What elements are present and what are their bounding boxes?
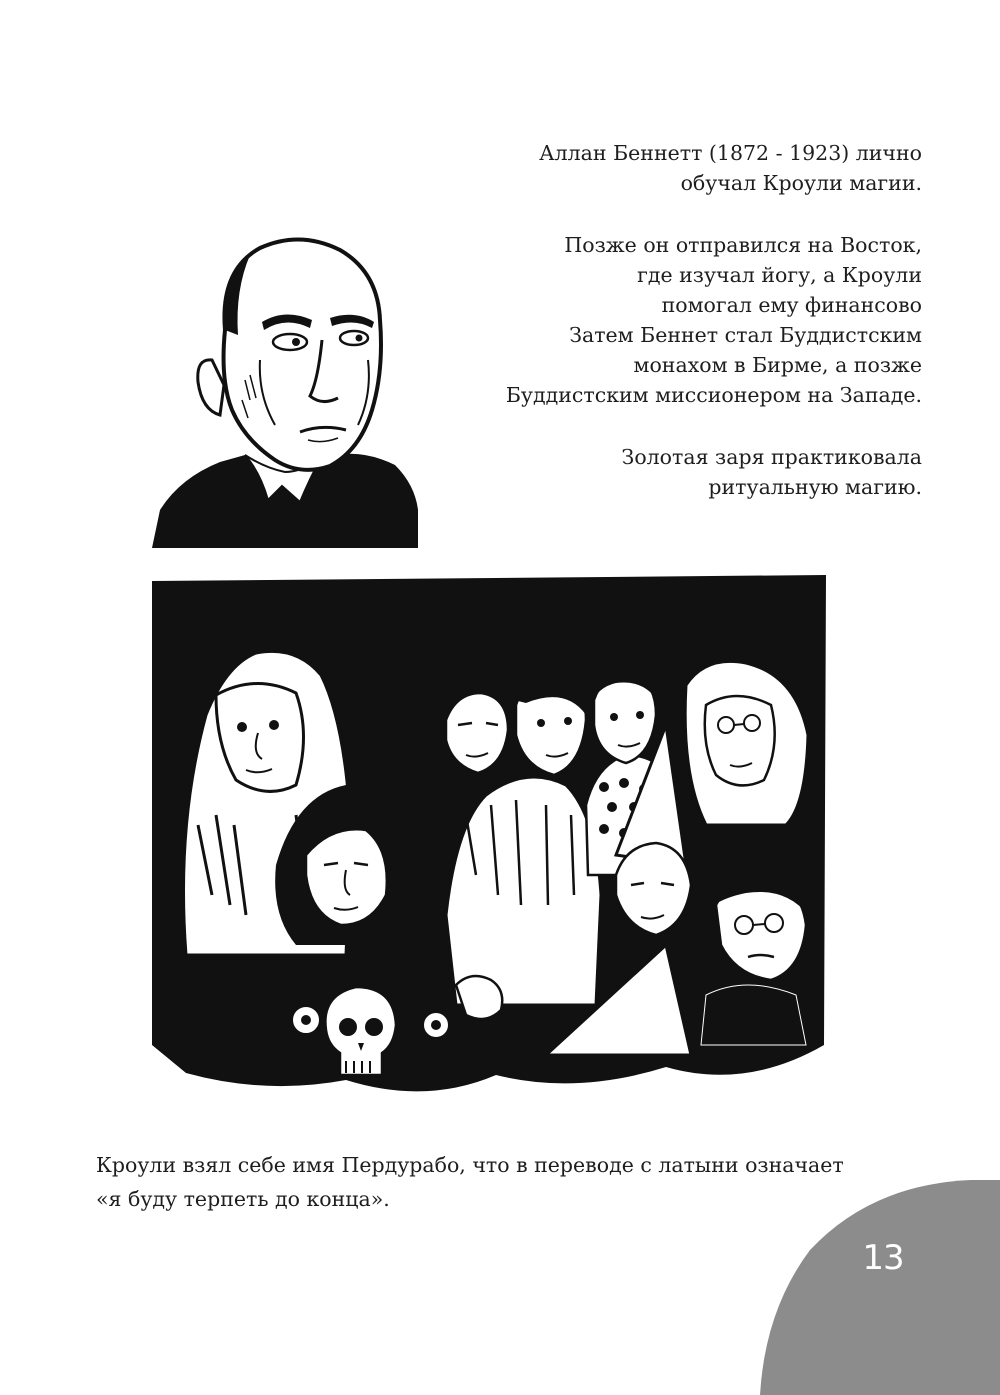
bio-paragraph-1: Аллан Беннетт (1872 - 1923) лично обучал Кроули магии. xyxy=(539,141,922,195)
bio-text-block xyxy=(470,138,922,502)
bio-paragraph-3: Золотая заря практиковала ритуальную магию. xyxy=(621,445,922,499)
caption-text: Кроули взял себе имя Пердурабо, что в переводе с латыни означает «я буду терпеть до конца». xyxy=(96,1153,844,1211)
portrait-illustration xyxy=(150,210,420,550)
page-number: 13 xyxy=(862,1238,904,1278)
bio-paragraph-2: Позже он отправился на Восток, где изучал йогу, а Кроули помогал ему финансово Затем Беннет стал Буддистским монахом в Бирме, а позже Буддистским миссионером на Западе. xyxy=(505,233,922,407)
page-corner-shape xyxy=(760,1180,1000,1395)
group-illustration xyxy=(146,575,830,1113)
